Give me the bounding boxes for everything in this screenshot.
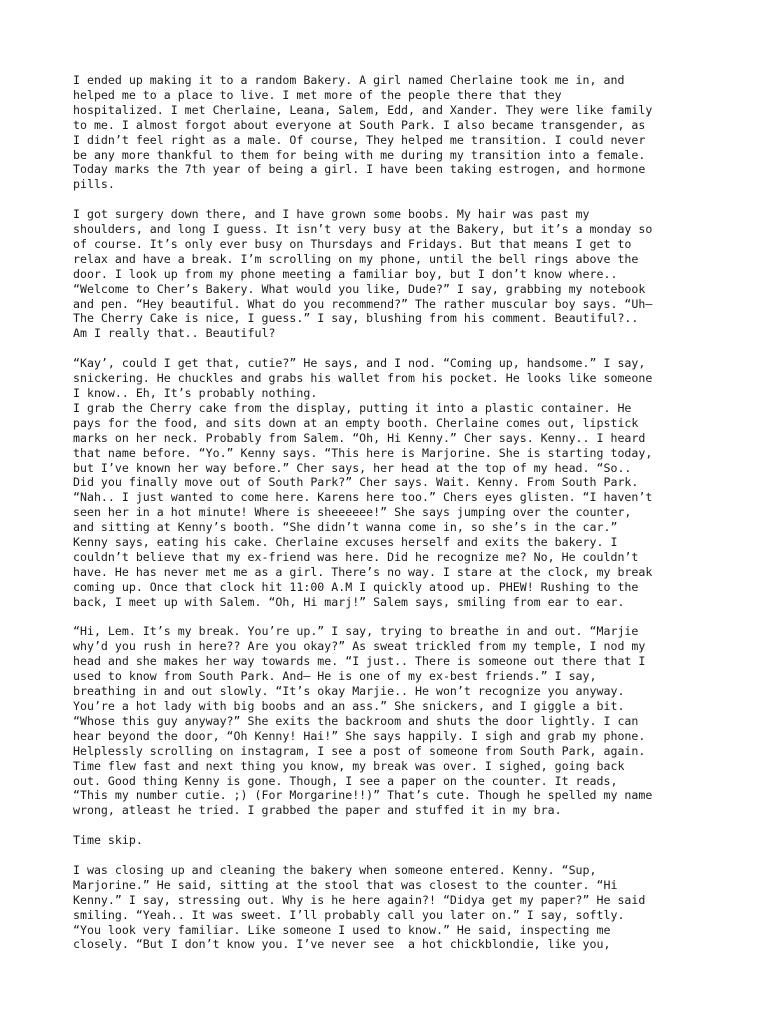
text-line: coming up. Once that clock hit 11:00 A.M I quickly atood up. PHEW! Rushing to the bbox=[73, 579, 639, 594]
text-line: “Nah.. I just wanted to come here. Karens here too.” Chers eyes glisten. “I haven’t bbox=[73, 490, 653, 505]
text-line: pays for the food, and sits down at an empty booth. Cherlaine comes out, lipstick bbox=[73, 415, 639, 430]
paragraph bbox=[73, 207, 703, 341]
text-line: Today marks the 7th year of being a girl. I have been taking estrogen, and hormone bbox=[73, 162, 646, 177]
text-line: Kenny says, eating his cake. Cherlaine excuses herself and exits the bakery. I bbox=[73, 535, 618, 550]
text-line: couldn’t believe that my ex-friend was here. Did he recognize me? No, He couldn’t bbox=[73, 549, 639, 564]
text-line: smiling. “Yeah.. It was sweet. I’ll probably call you later on.” I say, softly. bbox=[73, 907, 625, 922]
text-line: “This my number cutie. ;) (For Morgarine!!)” That’s cute. Though he spelled my name bbox=[73, 788, 653, 803]
text-line: Time skip. bbox=[73, 833, 143, 848]
text-line: pills. bbox=[73, 177, 115, 192]
text-line: back, I meet up with Salem. “Oh, Hi marj!” Salem says, smiling from ear to ear. bbox=[73, 594, 625, 609]
text-line: “Kay’, could I get that, cutie?” He says, and I nod. “Coming up, handsome.” I say, bbox=[73, 356, 646, 371]
text-line: I know.. Eh, It’s probably nothing. bbox=[73, 386, 318, 400]
paragraph bbox=[73, 624, 703, 818]
text-line: “You look very familiar. Like someone I used to know.” He said, inspecting me bbox=[73, 922, 611, 937]
text-line: to me. I almost forgot about everyone at South Park. I also became transgender, as bbox=[73, 117, 646, 132]
document-page bbox=[73, 73, 703, 967]
text-line: head and she makes her way towards me. “I just.. There is someone out there that I bbox=[73, 654, 646, 669]
text-line: I ended up making it to a random Bakery. A girl named Cherlaine took me in, and bbox=[73, 73, 625, 87]
text-line: “Welcome to Cher’s Bakery. What would you like, Dude?” I say, grabbing my notebook bbox=[73, 281, 646, 296]
text-line: Am I really that.. Beautiful? bbox=[73, 326, 276, 341]
text-line: door. I look up from my phone meeting a familiar boy, but I don’t know where.. bbox=[73, 266, 618, 281]
text-line: You’re a hot lady with big boobs and an ass.” She snickers, and I giggle a bit. bbox=[73, 699, 625, 714]
text-line: snickering. He chuckles and grabs his wallet from his pocket. He looks like someone bbox=[73, 371, 653, 386]
text-line: used to know from South Park. And— He is one of my ex-best friends.” I say, bbox=[73, 669, 597, 684]
text-line: have. He has never met me as a girl. There’s no way. I stare at the clock, my break bbox=[73, 564, 653, 579]
text-line: but I’ve known her way before.” Cher says, her head at the top of my head. “So.. bbox=[73, 460, 632, 475]
text-line: Helplessly scrolling on instagram, I see a post of someone from South Park, again. bbox=[73, 743, 646, 758]
text-line: out. Good thing Kenny is gone. Though, I see a paper on the counter. It reads, bbox=[73, 773, 618, 788]
text-line: I didn’t feel right as a male. Of course, They helped me transition. I could never bbox=[73, 132, 646, 147]
paragraph bbox=[73, 356, 703, 609]
text-line: be any more thankful to them for being with me during my transition into a female. bbox=[73, 147, 646, 162]
text-line: hospitalized. I met Cherlaine, Leana, Salem, Edd, and Xander. They were like family bbox=[73, 102, 653, 117]
text-line: relax and have a break. I’m scrolling on my phone, until the bell rings above the bbox=[73, 251, 639, 266]
text-line: breathing in and out slowly. “It’s okay Marjie.. He won’t recognize you anyway. bbox=[73, 684, 625, 699]
text-line: seen her in a hot minute! Where is sheeeeee!” She says jumping over the counter, bbox=[73, 505, 632, 520]
text-line: helped me to a place to live. I met more of the people there that they bbox=[73, 87, 562, 102]
text-line: I grab the Cherry cake from the display, putting it into a plastic container. He bbox=[73, 400, 632, 415]
text-line: and pen. “Hey beautiful. What do you recommend?” The rather muscular boy says. “Uh— bbox=[73, 296, 653, 311]
text-line: Marjorine.” He said, sitting at the stool that was closest to the counter. “Hi bbox=[73, 877, 618, 892]
text-line: wrong, atleast he tried. I grabbed the paper and stuffed it in my bra. bbox=[73, 803, 562, 818]
text-line: Did you finally move out of South Park?” Cher says. Wait. Kenny. From South Park. bbox=[73, 475, 639, 490]
text-line: shoulders, and long I guess. It isn’t very busy at the Bakery, but it’s a monday so bbox=[73, 222, 653, 237]
text-line: hear beyond the door, “Oh Kenny! Hai!” She says happily. I sigh and grab my phone. bbox=[73, 728, 646, 743]
text-line: why’d you rush in here?? Are you okay?” As sweat trickled from my temple, I nod my bbox=[73, 639, 646, 654]
paragraph bbox=[73, 73, 703, 192]
text-line: Kenny.” I say, stressing out. Why is he here again?! “Didya get my paper?” He said bbox=[73, 892, 646, 907]
text-line: I was closing up and cleaning the bakery when someone entered. Kenny. “Sup, bbox=[73, 862, 597, 877]
text-line: “Whose this guy anyway?” She exits the backroom and shuts the door lightly. I can bbox=[73, 713, 639, 728]
text-line: The Cherry Cake is nice, I guess.” I say, blushing from his comment. Beautiful?.. bbox=[73, 311, 639, 326]
text-line: Time flew fast and next thing you know, my break was over. I sighed, going back bbox=[73, 758, 625, 773]
text-line: closely. “But I don’t know you. I’ve never see a hot chickblondie, like you, bbox=[73, 937, 611, 952]
paragraph bbox=[73, 833, 703, 848]
paragraph bbox=[73, 863, 703, 952]
text-line: I got surgery down there, and I have grown some boobs. My hair was past my bbox=[73, 207, 590, 222]
text-line: that name before. “Yo.” Kenny says. “This here is Marjorine. She is starting today, bbox=[73, 445, 653, 460]
text-line: marks on her neck. Probably from Salem. “Oh, Hi Kenny.” Cher says. Kenny.. I heard bbox=[73, 430, 646, 445]
text-line: of course. It’s only ever busy on Thursdays and Fridays. But that means I get to bbox=[73, 236, 632, 251]
text-line: “Hi, Lem. It’s my break. You’re up.” I say, trying to breathe in and out. “Marjie bbox=[73, 624, 639, 639]
text-line: and sitting at Kenny’s booth. “She didn’t wanna come in, so she’s in the car.” bbox=[73, 520, 618, 535]
